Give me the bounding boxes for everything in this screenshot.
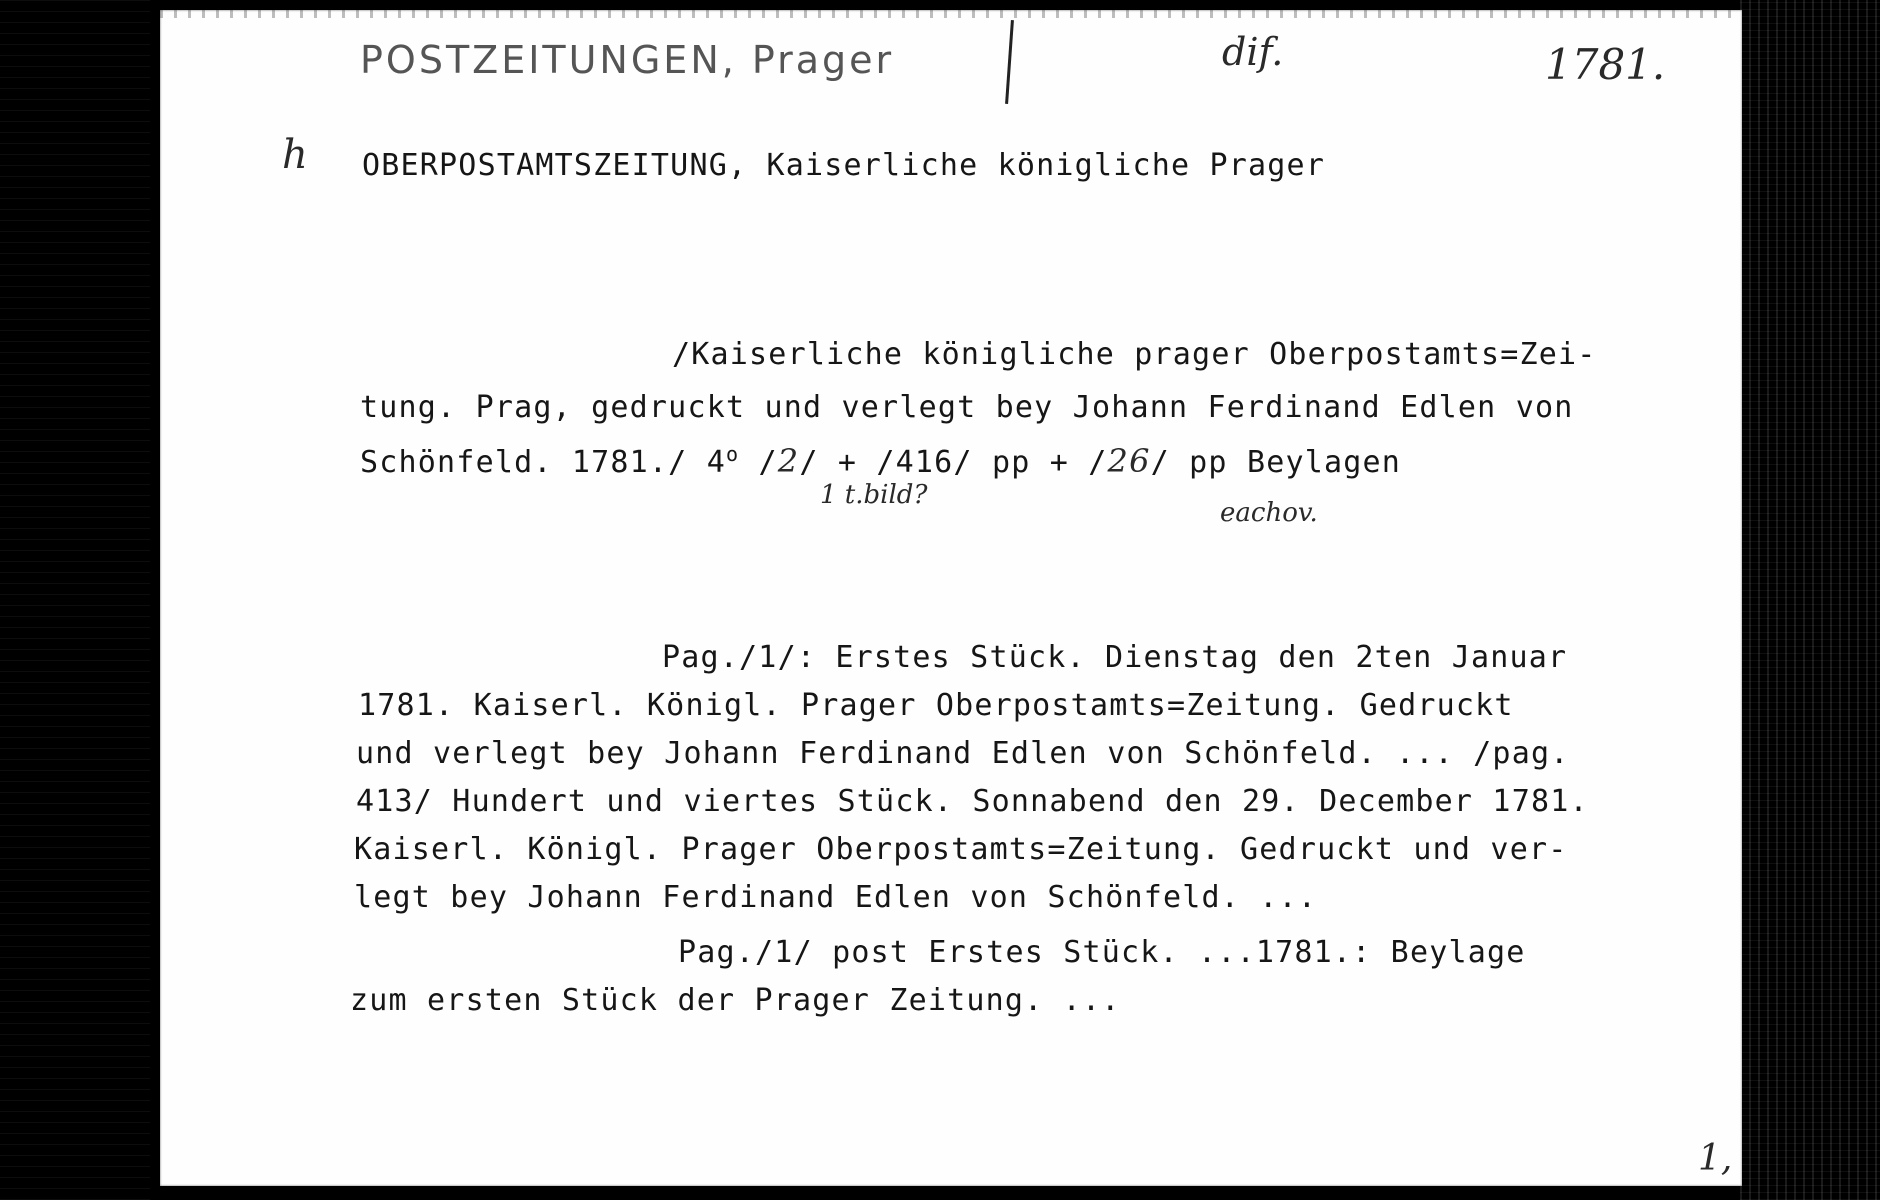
description-line-3-text: Schönfeld. 1781./ 4 — [360, 445, 726, 480]
handwritten-count-a: 2 — [777, 442, 800, 480]
heading-handwritten: POSTZEITUNGEN, Prager — [360, 38, 895, 82]
header-center-mark: dif. — [1222, 30, 1284, 74]
paragraph-1-line-5: Kaiserl. Königl. Prager Oberpostamts=Zeitung. Gedruckt und ver- — [354, 832, 1568, 867]
handwritten-count-b: 26 — [1107, 442, 1151, 480]
format-degree: o — [725, 442, 740, 466]
description-line-3-rest-a: / — [739, 445, 778, 480]
catalog-card — [160, 10, 1742, 1186]
paragraph-2-line-1: Pag./1/ post Erstes Stück. ...1781.: Beylage — [678, 935, 1526, 970]
description-line-3-rest-b: / + /416/ pp + / — [799, 445, 1108, 480]
description-line-1: /Kaiserliche königliche prager Oberpostamts=Zei- — [672, 337, 1597, 372]
card-top-smudge — [160, 10, 1742, 18]
paragraph-1-line-2: 1781. Kaiserl. Königl. Prager Oberpostamts=Zeitung. Gedruckt — [358, 688, 1514, 723]
title-line: OBERPOSTAMTSZEITUNG, Kaiserliche königliche Prager — [362, 148, 1326, 183]
paragraph-2-line-2: zum ersten Stück der Prager Zeitung. ... — [350, 983, 1121, 1018]
note-under-b: eachov. — [1220, 498, 1318, 528]
year-handwritten: 1781. — [1545, 40, 1666, 89]
paragraph-1-line-6: legt bey Johann Ferdinand Edlen von Schönfeld. ... — [354, 880, 1318, 915]
description-line-3 — [360, 442, 1401, 480]
paragraph-1-line-1: Pag./1/: Erstes Stück. Dienstag den 2ten Januar — [662, 640, 1568, 675]
description-line-3-rest-c: / pp Beylagen — [1150, 445, 1402, 480]
description-line-2: tung. Prag, gedruckt und verlegt bey Johann Ferdinand Edlen von — [360, 390, 1574, 425]
letter-handwritten: h — [282, 132, 308, 178]
paragraph-1-line-4: 413/ Hundert und viertes Stück. Sonnabend den 29. December 1781. — [356, 784, 1589, 819]
scan-edge-noise-left — [0, 0, 150, 1200]
paragraph-1-line-3: und verlegt bey Johann Ferdinand Edlen von Schönfeld. ... /pag. — [356, 736, 1570, 771]
note-under-a: 1 t.bild? — [820, 480, 928, 510]
page-number-handwritten: 1, — [1698, 1138, 1733, 1179]
scan-edge-noise-right — [1740, 0, 1880, 1200]
header-vertical-mark — [1005, 20, 1014, 104]
